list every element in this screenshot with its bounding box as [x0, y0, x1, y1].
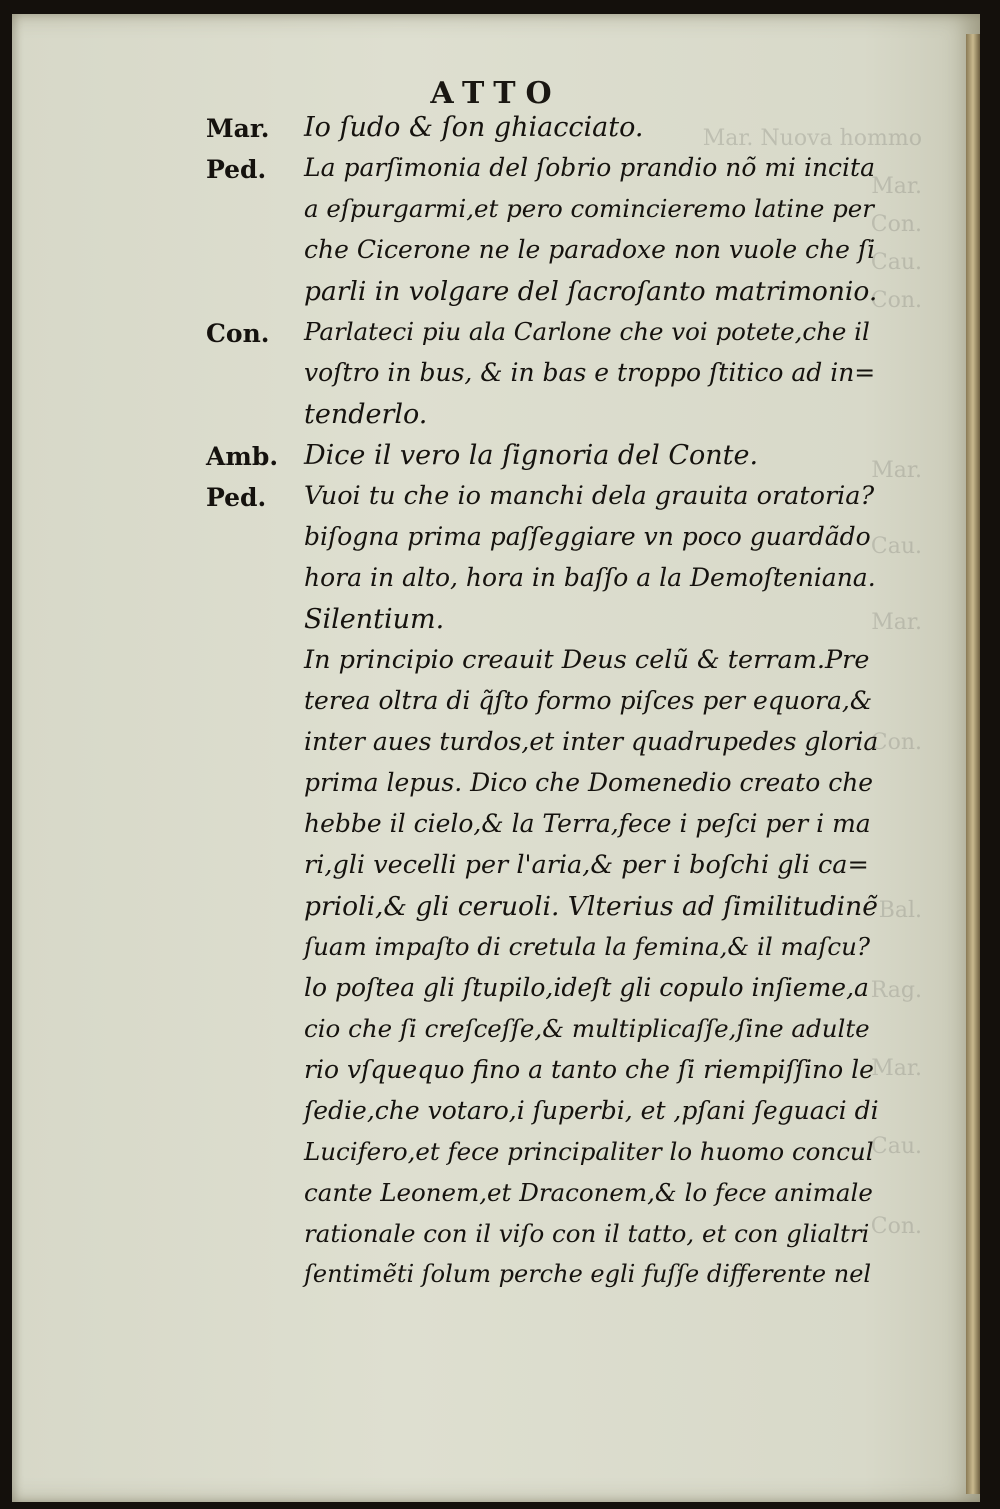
- show-through-text: Rag.: [870, 978, 922, 1003]
- show-through-text: Con.: [870, 212, 922, 237]
- text-line: tenderlo.: [304, 399, 428, 430]
- text-line: voſtro in bus, & in bas e troppo ſtitico ad in=: [304, 358, 876, 387]
- speaker-label: Ped.: [206, 155, 267, 184]
- text-line: ſedie,che votaro,i ſuperbi, et ,pſani ſeguaci di: [304, 1096, 879, 1125]
- speaker-label: Ped.: [206, 483, 267, 512]
- show-through-text: Mar.: [871, 1056, 922, 1081]
- text-line: ſentimẽti ſolum perche egli fuſſe differente nel: [304, 1260, 872, 1288]
- book-page: [12, 14, 980, 1502]
- text-line: a eſpurgarmi,et pero comincieremo latine per: [304, 194, 874, 223]
- show-through-text: Cau.: [870, 250, 922, 275]
- speaker-label: Mar.: [206, 114, 270, 143]
- text-line: La parſimonia del ſobrio prandio nõ mi incita: [304, 153, 876, 182]
- page-edge: [966, 34, 980, 1494]
- text-line: Silentium.: [304, 604, 445, 635]
- text-line: Lucifero,et fece principaliter lo huomo concul: [304, 1137, 874, 1166]
- speaker-label: Con.: [206, 319, 270, 348]
- text-line: parli in volgare del ſacroſanto matrimonio.: [304, 276, 878, 307]
- text-line: cante Leonem,et Draconem,& lo fece animale: [304, 1178, 873, 1207]
- show-through-text: Con.: [870, 288, 922, 313]
- show-through-text: Bal.: [878, 898, 922, 923]
- text-line: Vuoi tu che io manchi dela grauita oratoria?: [304, 481, 875, 511]
- text-line: ſuam impaſto di cretula la femina,& il maſcu?: [304, 932, 871, 961]
- show-through-text: Mar.: [871, 610, 922, 635]
- show-through-text: Con.: [870, 1214, 922, 1239]
- text-line: biſogna prima paſſeggiare vn poco guardãdo: [304, 522, 871, 551]
- text-line: cio che ſi creſceſſe,& multiplicaſſe,ſine adulte: [304, 1014, 870, 1043]
- text-line: hora in alto, hora in baſſo a la Demoſteniana.: [304, 563, 876, 592]
- text-line: Parlateci piu ala Carlone che voi potete,che il: [304, 317, 870, 346]
- text-line: prima lepus. Dico che Domenedio creato che: [304, 768, 874, 797]
- show-through-text: Cau.: [870, 534, 922, 559]
- text-line: ri,gli vecelli per l'aria,& per i boſchi gli ca=: [304, 850, 869, 880]
- text-line: rio vſquequo fino a tanto che ſi riempiſſino le: [304, 1055, 874, 1084]
- show-through-text: Con.: [870, 730, 922, 755]
- text-line: hebbe il cielo,& la Terra,fece i peſci per i ma: [304, 809, 871, 838]
- text-line: inter aues turdos,et inter quadrupedes gloria: [304, 727, 879, 756]
- text-line: che Cicerone ne le paradoxe non vuole che ſi: [304, 235, 876, 264]
- running-header: ATTO: [430, 76, 562, 111]
- text-line: In principio creauit Deus celũ & terram.Pre: [304, 645, 870, 675]
- show-through-text: Mar. Nuova hommo: [702, 126, 922, 151]
- show-through-text: Cau.: [870, 1134, 922, 1159]
- text-line: terea oltra di q̃ſto formo piſces per equora,&: [304, 686, 873, 715]
- text-line: Dice il vero la ſignoria del Conte.: [304, 440, 759, 471]
- show-through-text: Mar.: [871, 174, 922, 199]
- text-line: prioli,& gli ceruoli. Vlterius ad ſimilitudinẽ: [304, 891, 878, 922]
- text-line: lo poſtea gli ſtupilo,ideſt gli copulo inſieme,a: [304, 973, 869, 1002]
- show-through-text: Mar.: [871, 458, 922, 483]
- text-line: rationale con il viſo con il tatto, et con glialtri: [304, 1219, 870, 1248]
- speaker-label: Amb.: [206, 442, 279, 471]
- text-line: Io ſudo & ſon ghiacciato.: [304, 112, 644, 143]
